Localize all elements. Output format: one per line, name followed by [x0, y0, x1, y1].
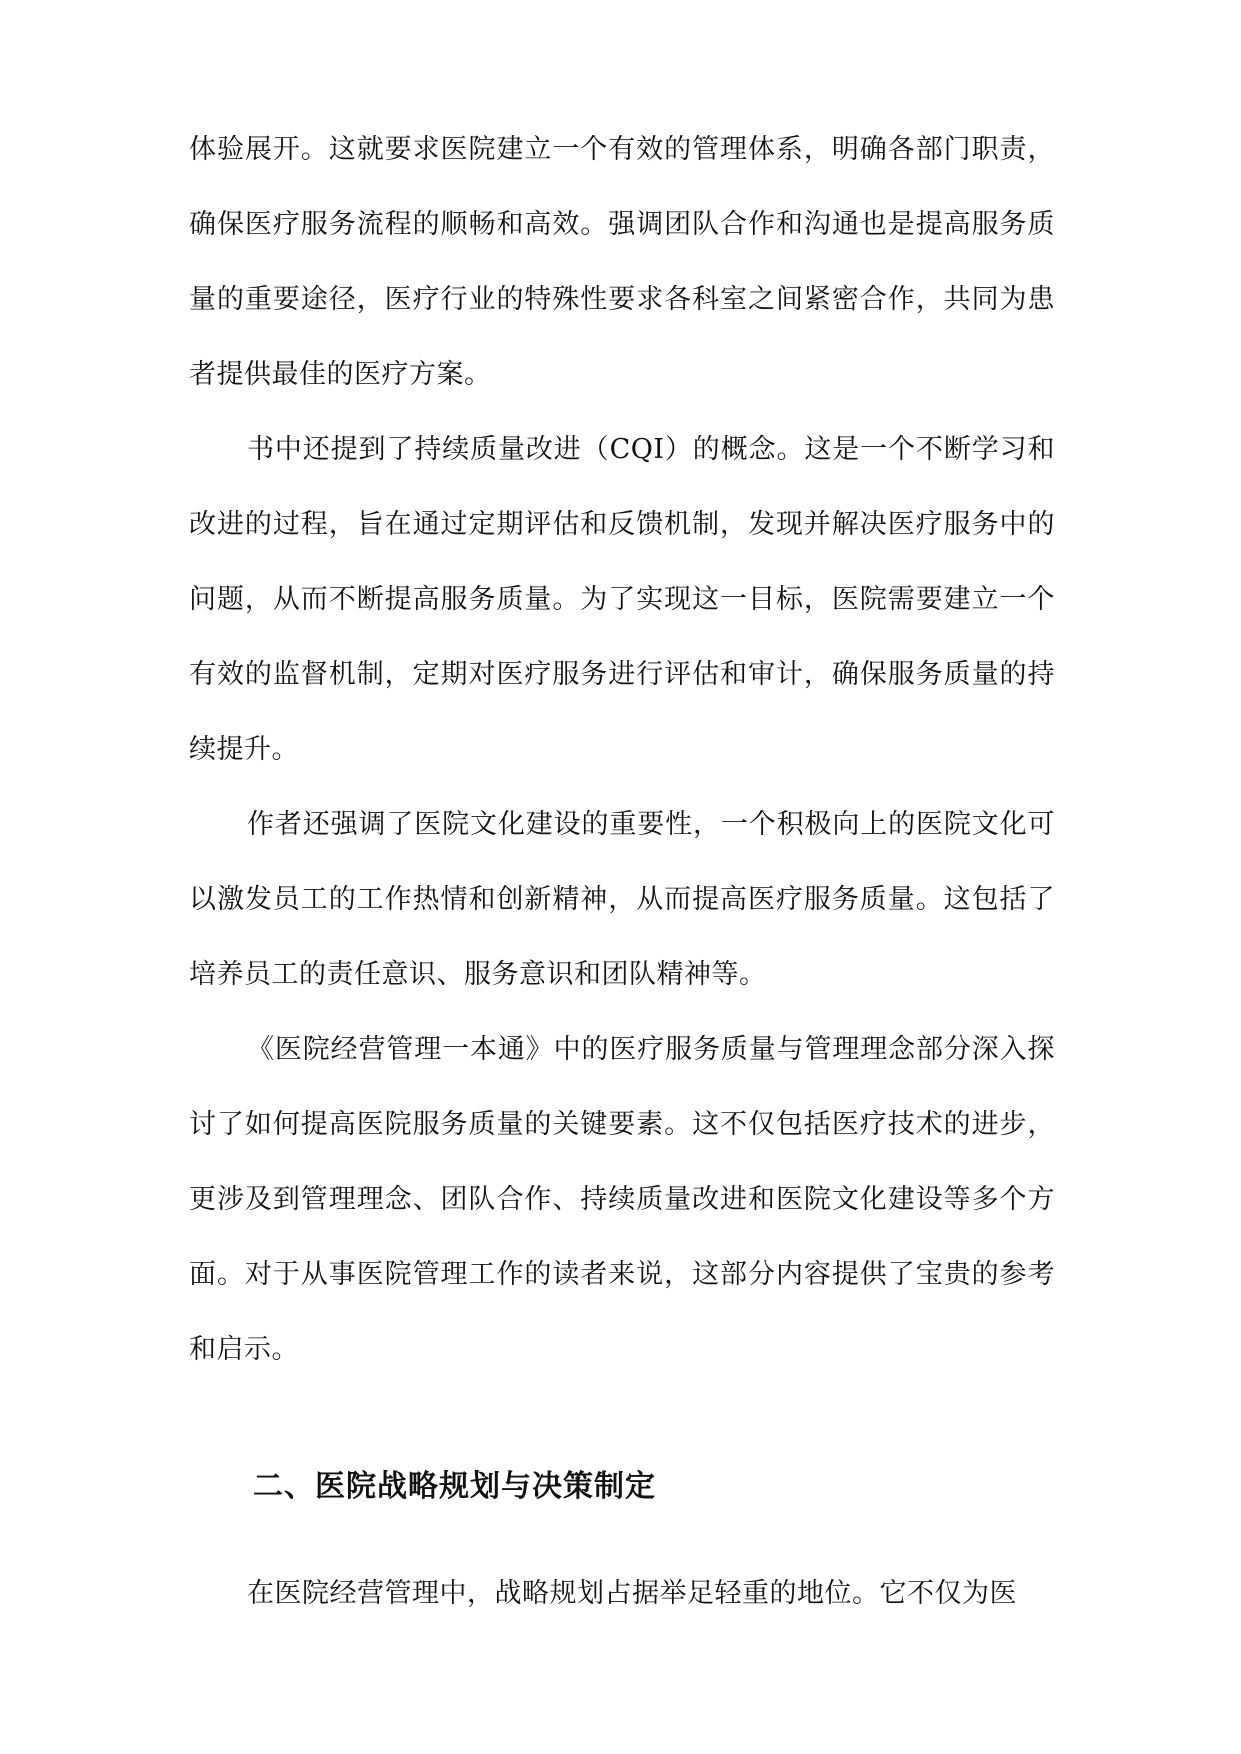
paragraph-continuation: 体验展开。这就要求医院建立一个有效的管理体系，明确各部门职责，确保医疗服务流程的顺畅和高效。强调团队合作和沟通也是提高服务质量的重要途径，医疗行业的特殊性要求各科室之间紧密合作，共同为患者提供最佳的医疗方案。	[189, 134, 1055, 390]
paragraph-book-summary: 《医院经营管理一本通》中的医疗服务质量与管理理念部分深入探讨了如何提高医院服务质量的关键要素。这不仅包括医疗技术的进步，更涉及到管理理念、团队合作、持续质量改进和医院文化建设等多个方面。对于从事医院管理工作的读者来说，这部分内容提供了宝贵的参考和启示。	[189, 1034, 1055, 1365]
paragraph-hospital-culture: 作者还强调了医院文化建设的重要性，一个积极向上的医院文化可以激发员工的工作热情和创新精神，从而提高医疗服务质量。这包括了培养员工的责任意识、服务意识和团队精神等。	[189, 809, 1055, 990]
section-heading: 二、医院战略规划与决策制定	[253, 1469, 656, 1504]
body-text-lower	[189, 1556, 1055, 1631]
paragraph-strategy-intro: 在医院经营管理中，战略规划占据举足轻重的地位。它不仅为医	[247, 1578, 1017, 1609]
body-text-upper	[189, 112, 1055, 1387]
paragraph-cqi: 书中还提到了持续质量改进（CQI）的概念。这是一个不断学习和改进的过程，旨在通过定期评估和反馈机制，发现并解决医疗服务中的问题，从而不断提高服务质量。为了实现这一目标，医院需要建立一个有效的监督机制，定期对医疗服务进行评估和审计，确保服务质量的持续提升。	[189, 434, 1055, 765]
